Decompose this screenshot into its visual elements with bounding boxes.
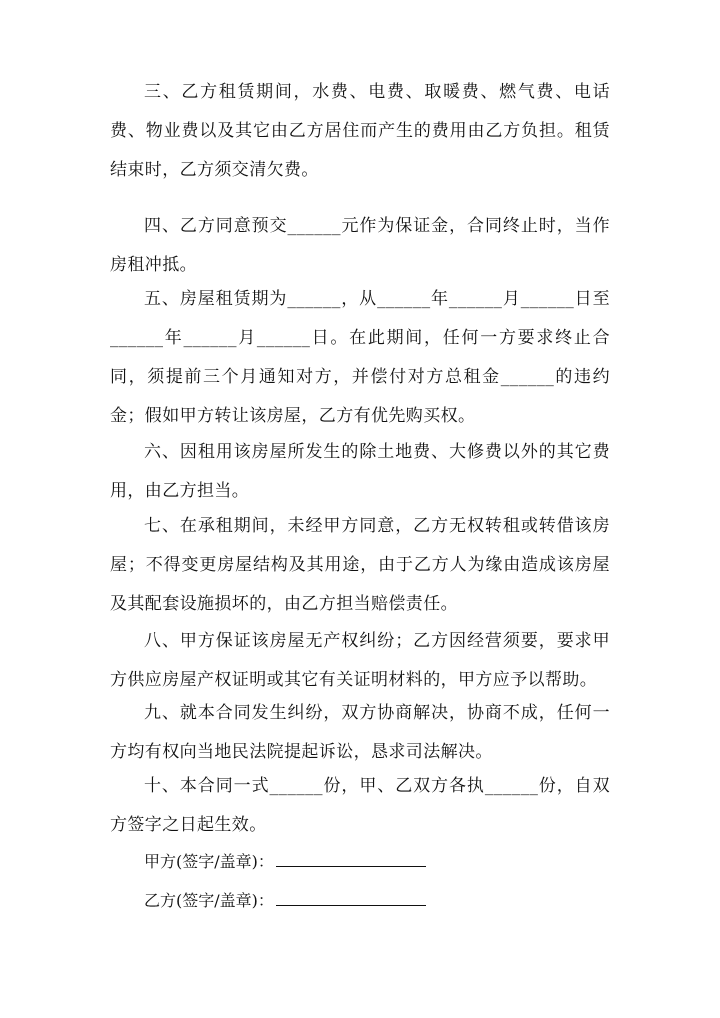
clause-3: 三、乙方租赁期间，水费、电费、取暖费、燃气费、电话费、物业费以及其它由乙方居住而产生的费用由乙方负担。租赁结束时，乙方须交清欠费。 xyxy=(110,82,610,180)
clause-9: 九、就本合同发生纠纷，双方协商解决，协商不成，任何一方均有权向当地民法院提起诉讼，恳求司法解决。 xyxy=(110,703,610,762)
party-a-label: 甲方(签字/盖章)： xyxy=(144,852,274,871)
party-b-label: 乙方(签字/盖章)： xyxy=(144,891,274,910)
clause-8: 八、甲方保证该房屋无产权纠纷；乙方因经营须要，要求甲方供应房屋产权证明或其它有关证明材料的，甲方应予以帮助。 xyxy=(110,631,610,690)
party-b-signature xyxy=(144,891,426,911)
party-a-signature-line[interactable] xyxy=(276,852,426,867)
clause-7: 七、在承租期间，未经甲方同意，乙方无权转租或转借该房屋；不得变更房屋结构及其用途，由于乙方人为缘由造成该房屋及其配套设施损坏的，由乙方担当赔偿责任。 xyxy=(110,516,610,614)
clause-10: 十、本合同一式______份，甲、乙双方各执______份，自双方签字之日起生效。 xyxy=(110,776,610,835)
clause-6: 六、因租用该房屋所发生的除土地费、大修费以外的其它费用，由乙方担当。 xyxy=(110,442,610,501)
party-b-signature-line[interactable] xyxy=(276,891,426,906)
party-a-signature xyxy=(144,852,426,872)
clause-4: 四、乙方同意预交______元作为保证金，合同终止时，当作房租冲抵。 xyxy=(110,216,610,275)
clause-5: 五、房屋租赁期为______，从______年______月______日至______年______月______日。在此期间，任何一方要求终止合同，须提前三个月通知对方，并偿付对方总租金______的违约金；假如甲方转让该房屋，乙方有优先购买权。 xyxy=(110,289,610,426)
